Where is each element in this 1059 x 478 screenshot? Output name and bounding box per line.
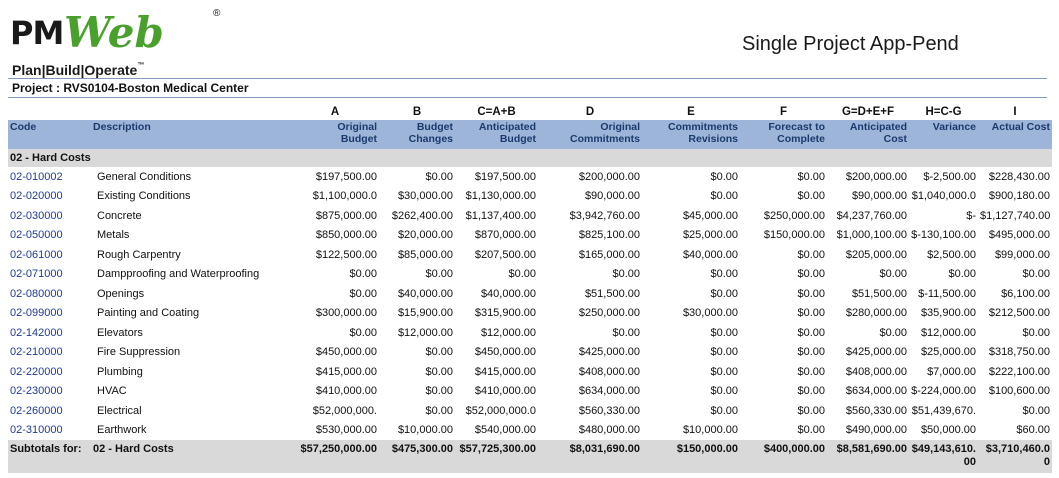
- cost-description: Existing Conditions: [97, 190, 191, 203]
- cost-description: General Conditions: [97, 170, 192, 183]
- amount-cell: $0.00: [797, 307, 825, 320]
- amount-cell: $250,000.00: [763, 209, 825, 222]
- amount-cell: $0.00: [508, 268, 536, 281]
- cost-report-table: [8, 104, 1052, 473]
- amount-cell: $825,100.00: [578, 229, 640, 242]
- cost-description: Elevators: [97, 326, 143, 339]
- subtotal-row: [8, 440, 1052, 473]
- amount-cell: $15,900.00: [397, 307, 453, 320]
- subtotal-label: 02 - Hard Costs: [91, 440, 291, 473]
- cost-description: Metals: [97, 229, 130, 242]
- amount-cell: $35,900.00: [920, 307, 976, 320]
- column-header: Anticipated Budget: [455, 120, 538, 149]
- cost-description: Rough Carpentry: [97, 248, 181, 261]
- column-letter: [8, 104, 91, 120]
- header-divider: [8, 78, 1047, 79]
- amount-cell: $51,500.00: [851, 287, 907, 300]
- cost-code-link[interactable]: 02-099000: [10, 307, 63, 320]
- amount-cell: $30,000.00: [397, 190, 453, 203]
- cost-code-link[interactable]: 02-071000: [10, 268, 63, 281]
- column-header: Description: [91, 120, 291, 149]
- amount-cell: $10,000.00: [682, 424, 738, 437]
- logo-word: PM: [10, 14, 64, 52]
- column-letter: A: [330, 106, 340, 118]
- amount-cell: $0.00: [425, 365, 453, 378]
- amount-cell: $150,000.00: [763, 229, 825, 242]
- amount-cell: $0.00: [710, 365, 738, 378]
- column-header: Original Commitments: [538, 120, 642, 149]
- amount-cell: $90,000.00: [851, 190, 907, 203]
- amount-cell: $0.00: [797, 326, 825, 339]
- subtotal-label: Subtotals for:: [8, 440, 91, 473]
- column-letter: E: [687, 106, 695, 118]
- amount-cell: $280,000.00: [845, 307, 907, 320]
- amount-cell: $1,100,000.0: [312, 190, 377, 203]
- amount-cell: $540,000.00: [474, 424, 536, 437]
- project-label: Project : RVS0104-Boston Medical Center: [12, 81, 249, 95]
- amount-cell: $52,000,000.0: [465, 404, 536, 417]
- amount-cell: $425,000.00: [845, 346, 907, 359]
- amount-cell: $0.00: [710, 346, 738, 359]
- amount-cell: $207,500.00: [474, 248, 536, 261]
- amount-cell: $10,000.00: [397, 424, 453, 437]
- cost-code-link[interactable]: 02-260000: [10, 404, 63, 417]
- amount-cell: $197,500.00: [474, 170, 536, 183]
- cost-description: Painting and Coating: [97, 307, 200, 320]
- column-letter: I: [1013, 106, 1017, 118]
- amount-cell: $52,000,000.: [312, 404, 377, 417]
- subtotal-amount: $400,000.00: [740, 440, 827, 473]
- amount-cell: $1,000,100.00: [836, 229, 907, 242]
- amount-cell: $0.00: [710, 170, 738, 183]
- amount-cell: $197,500.00: [315, 170, 377, 183]
- amount-cell: $-2,500.00: [923, 170, 976, 183]
- amount-cell: $85,000.00: [397, 248, 453, 261]
- column-letter-row: [8, 104, 1052, 120]
- cost-description: Plumbing: [97, 365, 143, 378]
- table-row: [8, 401, 1052, 421]
- amount-cell: $12,000.00: [920, 326, 976, 339]
- amount-cell: $4,237,760.00: [836, 209, 907, 222]
- amount-cell: $0.00: [797, 424, 825, 437]
- amount-cell: $1,130,000.00: [465, 190, 536, 203]
- cost-code-link[interactable]: 02-220000: [10, 365, 63, 378]
- table-row: [8, 265, 1052, 285]
- amount-cell: $25,000.00: [920, 346, 976, 359]
- column-header: Variance: [909, 120, 978, 149]
- amount-cell: $122,500.00: [315, 248, 377, 261]
- amount-cell: $200,000.00: [845, 170, 907, 183]
- column-letter: G=D+E+F: [841, 106, 895, 118]
- cost-description: Fire Suppression: [97, 346, 181, 359]
- amount-cell: $875,000.00: [315, 209, 377, 222]
- amount-cell: $560,330.00: [578, 404, 640, 417]
- amount-cell: $0.00: [349, 268, 377, 281]
- amount-cell: $1,127,740.00: [980, 209, 1051, 222]
- amount-cell: $0.00: [710, 190, 738, 203]
- cost-description: Concrete: [97, 209, 142, 222]
- amount-cell: $0.00: [797, 346, 825, 359]
- cost-code-link[interactable]: 02-142000: [10, 326, 63, 339]
- amount-cell: $2,500.00: [927, 248, 976, 261]
- cost-code-link[interactable]: 02-210000: [10, 346, 63, 359]
- amount-cell: $0.00: [425, 346, 453, 359]
- amount-cell: $634,000.00: [578, 385, 640, 398]
- amount-cell: $415,000.00: [315, 365, 377, 378]
- amount-cell: $-224,000.00: [911, 385, 976, 398]
- amount-cell: $7,000.00: [927, 365, 976, 378]
- table-row: [8, 245, 1052, 265]
- amount-cell: $480,000.00: [578, 424, 640, 437]
- amount-cell: $300,000.00: [315, 307, 377, 320]
- amount-cell: $0.00: [425, 170, 453, 183]
- amount-cell: $51,439,670.: [911, 404, 976, 417]
- amount-cell: $0.00: [425, 404, 453, 417]
- cost-code-link[interactable]: 02-020000: [10, 190, 63, 203]
- cost-code-link[interactable]: 02-010002: [10, 170, 63, 183]
- amount-cell: $40,000.00: [397, 287, 453, 300]
- group-label: 02 - Hard Costs: [8, 149, 1052, 167]
- table-row: [8, 421, 1052, 441]
- amount-cell: $30,000.00: [682, 307, 738, 320]
- amount-cell: $318,750.00: [988, 346, 1050, 359]
- cost-code-link[interactable]: 02-080000: [10, 287, 63, 300]
- column-letter: [91, 104, 291, 120]
- logo-tagline: Plan|Build|Operate™: [12, 62, 145, 78]
- cost-code-link[interactable]: 02-230000: [10, 385, 63, 398]
- subtotal-amount: $57,725,300.00: [455, 440, 538, 473]
- amount-cell: $900,180.00: [988, 190, 1050, 203]
- amount-cell: $-: [966, 209, 976, 222]
- amount-cell: $0.00: [710, 287, 738, 300]
- column-letter: H=C-G: [925, 106, 962, 118]
- column-header: Forecast to Complete: [740, 120, 827, 149]
- group-header-row: [8, 149, 1052, 167]
- amount-cell: $634,000.00: [845, 385, 907, 398]
- amount-cell: $100,600.00: [988, 385, 1050, 398]
- cost-code-link[interactable]: 02-050000: [10, 229, 63, 242]
- subtotal-amount: $3,710,460.00: [978, 440, 1052, 473]
- amount-cell: $315,900.00: [474, 307, 536, 320]
- amount-cell: $1,040,000.0: [911, 190, 976, 203]
- column-header: Commitments Revisions: [642, 120, 740, 149]
- table-row: [8, 167, 1052, 187]
- column-letter: B: [412, 106, 422, 118]
- amount-cell: $560,330.00: [845, 404, 907, 417]
- amount-cell: $12,000.00: [397, 326, 453, 339]
- amount-cell: $0.00: [948, 268, 976, 281]
- cost-description: Openings: [97, 287, 145, 300]
- amount-cell: $212,500.00: [988, 307, 1050, 320]
- amount-cell: $20,000.00: [397, 229, 453, 242]
- column-letter: F: [779, 106, 788, 118]
- subtotal-amount: $8,581,690.00: [827, 440, 909, 473]
- amount-cell: $99,000.00: [994, 248, 1050, 261]
- subtotal-amount: $57,250,000.00: [291, 440, 379, 473]
- amount-cell: $450,000.00: [474, 346, 536, 359]
- amount-cell: $408,000.00: [578, 365, 640, 378]
- amount-cell: $0.00: [1022, 404, 1050, 417]
- cost-description: HVAC: [97, 385, 127, 398]
- amount-cell: $410,000.00: [315, 385, 377, 398]
- cost-description: Earthwork: [97, 424, 147, 437]
- amount-cell: $40,000.00: [682, 248, 738, 261]
- amount-cell: $165,000.00: [578, 248, 640, 261]
- amount-cell: $0.00: [797, 190, 825, 203]
- cost-code-link[interactable]: 02-030000: [10, 209, 63, 222]
- amount-cell: $0.00: [349, 326, 377, 339]
- amount-cell: $1,137,400.00: [465, 209, 536, 222]
- table-row: [8, 382, 1052, 402]
- amount-cell: $0.00: [879, 326, 907, 339]
- amount-cell: $0.00: [710, 404, 738, 417]
- amount-cell: $425,000.00: [578, 346, 640, 359]
- subtotal-amount: $475,300.00: [379, 440, 455, 473]
- table-row: [8, 343, 1052, 363]
- report-title: Single Project App-Pend: [742, 33, 959, 55]
- table-row: [8, 362, 1052, 382]
- amount-cell: $90,000.00: [584, 190, 640, 203]
- cost-description: Dampproofing and Waterproofing: [97, 268, 260, 281]
- amount-cell: $495,000.00: [988, 229, 1050, 242]
- table-row: [8, 226, 1052, 246]
- column-letter: D: [585, 106, 595, 118]
- amount-cell: $51,500.00: [584, 287, 640, 300]
- pmweb-logo: [10, 6, 225, 78]
- amount-cell: $40,000.00: [480, 287, 536, 300]
- column-header: Budget Changes: [379, 120, 455, 149]
- column-letter: C=A+B: [477, 106, 516, 118]
- cost-description: Electrical: [97, 404, 142, 417]
- subtotal-amount: $150,000.00: [642, 440, 740, 473]
- amount-cell: $0.00: [349, 287, 377, 300]
- amount-cell: $0.00: [425, 268, 453, 281]
- column-header: Anticipated Cost: [827, 120, 909, 149]
- amount-cell: $450,000.00: [315, 346, 377, 359]
- table-row: [8, 284, 1052, 304]
- amount-cell: $228,430.00: [988, 170, 1050, 183]
- column-header-row: [8, 120, 1052, 149]
- amount-cell: $415,000.00: [474, 365, 536, 378]
- amount-cell: $0.00: [797, 268, 825, 281]
- amount-cell: $850,000.00: [315, 229, 377, 242]
- logo-accent: Web: [64, 8, 164, 57]
- amount-cell: $870,000.00: [474, 229, 536, 242]
- amount-cell: $3,942,760.00: [569, 209, 640, 222]
- amount-cell: $0.00: [879, 268, 907, 281]
- amount-cell: $490,000.00: [845, 424, 907, 437]
- amount-cell: $250,000.00: [578, 307, 640, 320]
- amount-cell: $0.00: [710, 268, 738, 281]
- amount-cell: $0.00: [710, 385, 738, 398]
- amount-cell: $-11,500.00: [918, 287, 976, 300]
- amount-cell: $0.00: [797, 385, 825, 398]
- amount-cell: $6,100.00: [1001, 287, 1050, 300]
- amount-cell: $50,000.00: [920, 424, 976, 437]
- amount-cell: $262,400.00: [391, 209, 453, 222]
- project-divider: [8, 97, 1047, 98]
- cost-code-link[interactable]: 02-061000: [10, 248, 63, 261]
- amount-cell: $222,100.00: [988, 365, 1050, 378]
- amount-cell: $200,000.00: [578, 170, 640, 183]
- amount-cell: $410,000.00: [474, 385, 536, 398]
- amount-cell: $0.00: [797, 248, 825, 261]
- amount-cell: $205,000.00: [845, 248, 907, 261]
- amount-cell: $12,000.00: [480, 326, 536, 339]
- table-row: [8, 206, 1052, 226]
- column-header: Original Budget: [291, 120, 379, 149]
- amount-cell: $0.00: [612, 326, 640, 339]
- amount-cell: $0.00: [612, 268, 640, 281]
- logo-registered: ®: [213, 8, 221, 19]
- amount-cell: $530,000.00: [315, 424, 377, 437]
- subtotal-amount: $8,031,690.00: [538, 440, 642, 473]
- amount-cell: $0.00: [1022, 268, 1050, 281]
- amount-cell: $45,000.00: [682, 209, 738, 222]
- amount-cell: $0.00: [797, 287, 825, 300]
- amount-cell: $-130,100.00: [911, 229, 976, 242]
- cost-code-link[interactable]: 02-310000: [10, 424, 63, 437]
- amount-cell: $0.00: [797, 404, 825, 417]
- table-row: [8, 187, 1052, 207]
- amount-cell: $25,000.00: [682, 229, 738, 242]
- amount-cell: $0.00: [797, 170, 825, 183]
- table-row: [8, 323, 1052, 343]
- amount-cell: $408,000.00: [845, 365, 907, 378]
- table-row: [8, 304, 1052, 324]
- amount-cell: $0.00: [797, 365, 825, 378]
- amount-cell: $0.00: [425, 385, 453, 398]
- column-header: Actual Cost: [978, 120, 1052, 149]
- column-header: Code: [8, 120, 91, 149]
- amount-cell: $0.00: [710, 326, 738, 339]
- amount-cell: $60.00: [1016, 424, 1050, 437]
- subtotal-amount: $49,143,610.00: [909, 440, 978, 473]
- amount-cell: $0.00: [1022, 326, 1050, 339]
